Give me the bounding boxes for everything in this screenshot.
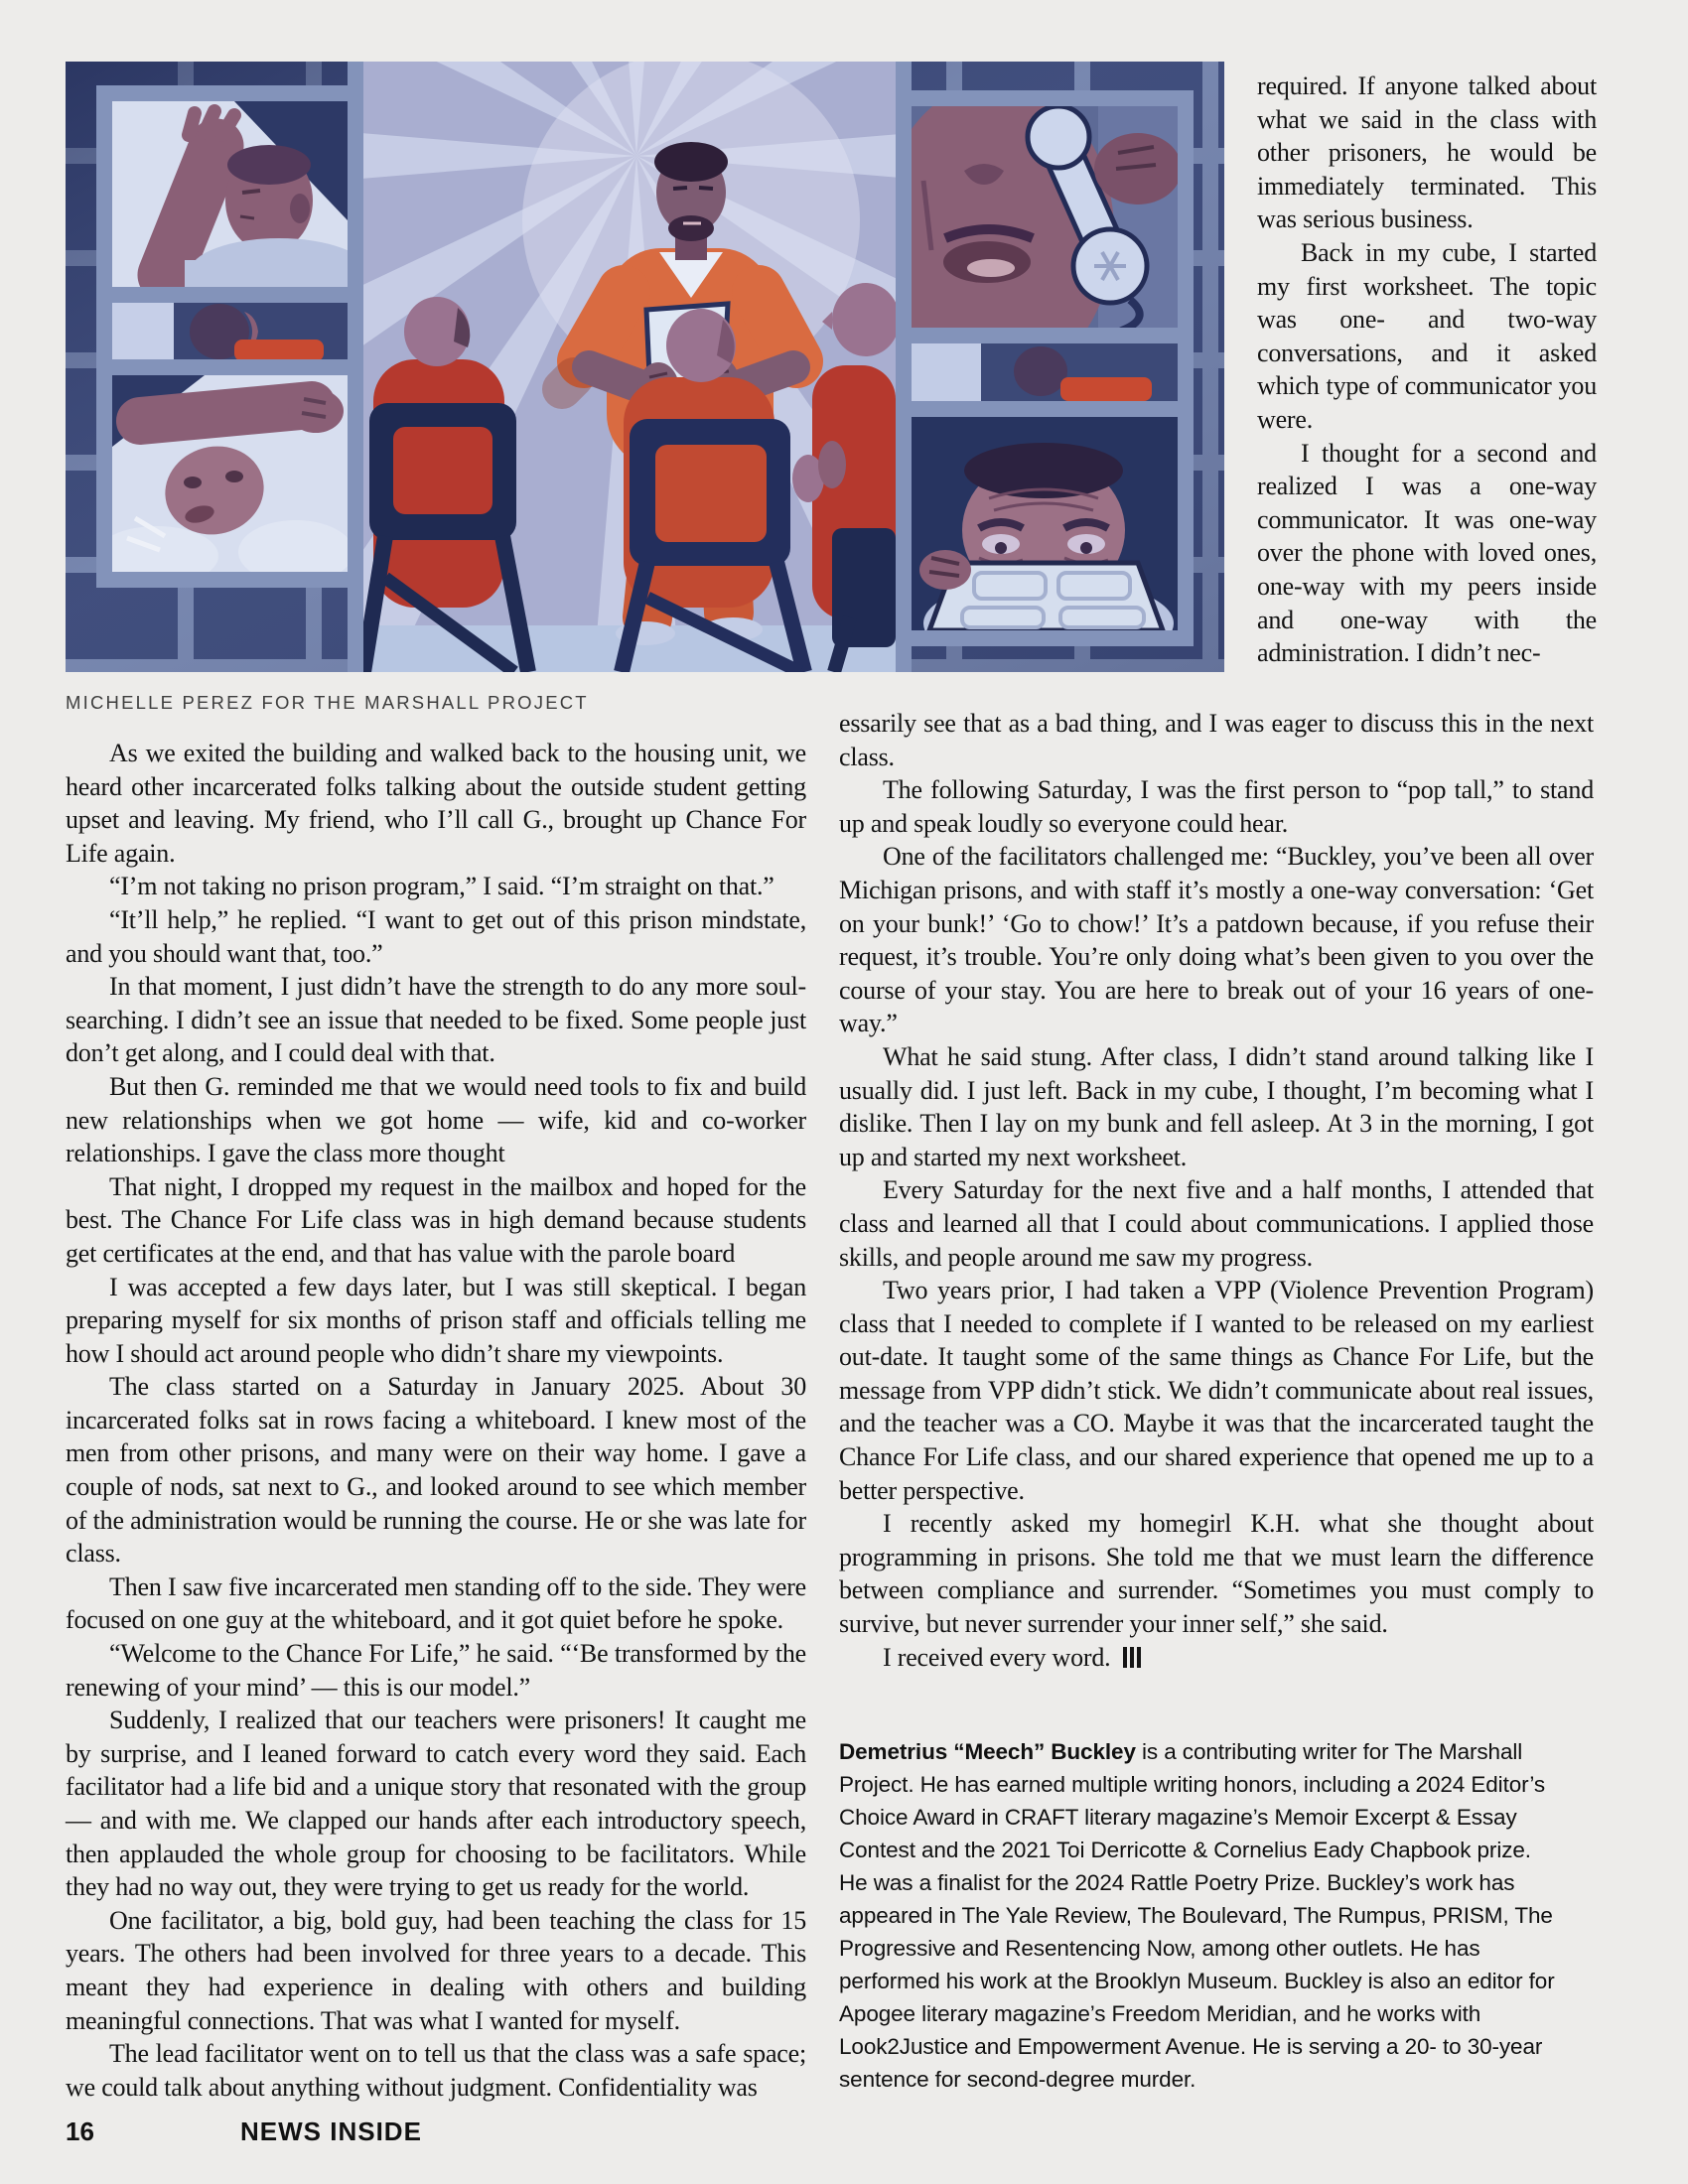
- paragraph: Two years prior, I had taken a VPP (Violence Prevention Program) class that I needed to complete if I wanted to be released on my earliest out-date. It taught some of the same things as Chance For Life, but the message from VPP didn’t stick. We didn’t communicate about real issues, and the teacher was a CO. Maybe it was that the incarcerated taught the Chance For Life class, and our shared experience that opened me up to a better perspective.: [839, 1276, 1594, 1505]
- paragraph: As we exited the building and walked back to the housing unit, we heard other incarcerated folks talking about the outside student getting upset and leaving. My friend, who I’ll call G., brought up Chance For Life again.: [66, 739, 806, 868]
- paragraph: What he said stung. After class, I didn’t stand around talking like I usually did. I just left. Back in my cube, I thought, I’m becoming what I dislike. Then I lay on my bunk and fell asleep. At 3 in the morning, I got up and started my next worksheet.: [839, 1041, 1594, 1171]
- paragraph: Then I saw five incarcerated men standing off to the side. They were focused on one guy at the whiteboard, and it got quiet before he spoke.: [66, 1571, 806, 1635]
- paragraph: The class started on a Saturday in January 2025. About 30 incarcerated folks sat in rows facing a whiteboard. I knew most of the men from other prisons, and many were on their way home. I gave a couple of nods, sat next to G., and looked around to see which member of the administration would be running the course. He or she was late for class.: [66, 1372, 806, 1569]
- column-left: [66, 737, 806, 2104]
- panel-stressed-man: [95, 375, 353, 586]
- panel-cell-glimpse-right: [912, 343, 1178, 401]
- paragraph: One facilitator, a big, bold guy, had been teaching the class for 15 years. The others had been involved for three years to a decade. This meant they had experience in dealing with others and building meaningful connections. That was what I wanted for myself.: [66, 1905, 806, 2035]
- panel-sleepless-man: [112, 101, 368, 306]
- paragraph: In that moment, I just didn’t have the strength to do any more soul-searching. I didn’t see an issue that needed to be fixed. Some people just don’t get along, and I could deal with that.: [66, 972, 806, 1068]
- paragraph: “I’m not taking no prison program,” I said. “I’m straight on that.”: [109, 872, 774, 901]
- paragraph: But then G. reminded me that we would need tools to fix and build new relationships when we got home — wife, kid and co-worker relationships. I gave the class more thought: [66, 1071, 806, 1168]
- paragraph: required. If anyone talked about what we said in the class with other prisoners, he would be immediately terminated. This was serious business.: [1257, 71, 1597, 234]
- panel-cell-glimpse: [112, 303, 348, 361]
- article-illustration: [66, 62, 1224, 672]
- paragraph: The following Saturday, I was the first person to “pop tall,” to stand up and speak loudly so everyone could hear.: [839, 775, 1594, 838]
- paragraph: [839, 1641, 1594, 1675]
- publication-name: NEWS INSIDE: [240, 2116, 422, 2146]
- paragraph: “Welcome to the Chance For Life,” he said. “‘Be transformed by the renewing of your mind’ — this is our model.”: [66, 1639, 806, 1702]
- column-top-right: [1257, 69, 1597, 670]
- contributor-bio: [839, 1735, 1558, 2096]
- column-right: [839, 707, 1594, 1674]
- illustration-svg: [66, 62, 1224, 672]
- paragraph: I recently asked my homegirl K.H. what she thought about programming in prisons. She told me that we must learn the difference between compliance and surrender. “Sometimes you must comply to survive, but never surrender your inner self,” she said.: [839, 1509, 1594, 1639]
- illustration-credit: MICHELLE PEREZ FOR THE MARSHALL PROJECT: [66, 692, 589, 713]
- paragraph: Back in my cube, I started my first worksheet. The topic was one- and two-way conversations, and it asked which type of communicator you were.: [1257, 237, 1597, 434]
- paragraph: essarily see that as a bad thing, and I was eager to discuss this in the next class.: [839, 709, 1594, 771]
- paragraph: That night, I dropped my request in the mailbox and hoped for the best. The Chance For Life class was in high demand because students get certificates at the end, and that has value with the parole board: [66, 1171, 806, 1268]
- end-mark-icon: [1110, 1643, 1141, 1672]
- contributor-name: Demetrius “Meech” Buckley: [839, 1739, 1136, 1764]
- paragraph: Every Saturday for the next five and a half months, I attended that class and learned all that I could about communications. I applied those skills, and people around me saw my progress.: [839, 1175, 1594, 1272]
- paragraph: The lead facilitator went on to tell us that the class was a safe space; we could talk about anything without judgment. Confidentiality was: [66, 2039, 806, 2102]
- page-number: 16: [66, 2116, 94, 2146]
- paragraph: I was accepted a few days later, but I was still skeptical. I began preparing myself for six months of prison staff and officials telling me how I should act around people who didn’t share my viewpoints.: [66, 1272, 806, 1368]
- closing-line: I received every word.: [883, 1642, 1111, 1672]
- paragraph: “It’ll help,” he replied. “I want to get out of this prison mindstate, and you should want that, too.”: [66, 904, 806, 968]
- paragraph: One of the facilitators challenged me: “Buckley, you’ve been all over Michigan prisons, and with staff it’s mostly a one-way conversation: ‘Get on your bunk!’ ‘Go to chow!’ It’s a patdown because, if you refuse their request, it’s trouble. You’re only doing what’s been given to you over the course of your stay. You are here to break out of your 16 years of one-way.”: [839, 842, 1594, 1038]
- paragraph: I thought for a second and realized I was a one-way communicator. It was one-way over the phone with loved ones, one-way with my peers inside and one-way with the administration. I didn’t nec-: [1257, 438, 1597, 668]
- paragraph: Suddenly, I realized that our teachers were prisoners! It caught me by surprise, and I leaned forward to catch every word they said. Each facilitator had a life bid and a unique story that resonated with the group — and with me. We clapped our hands after each introductory speech, then applauded the whole group for choosing to be facilitators. While they had no way out, they were trying to get us ready for the world.: [66, 1706, 806, 1902]
- contributor-bio-text: is a contributing writer for The Marshall Project. He has earned multiple writing honors, including a 2024 Editor’s Choice Award in CRAFT literary magazine’s Memoir Excerpt & Essay Contest and the 2021 Toi Derricotte & Cornelius Eady Chapbook prize. He was a finalist for the 2024 Rattle Poetry Prize. Buckley’s work has appeared in The Yale Review, The Boulevard, The Rumpus, PRISM, The Progressive and Resentencing Now, among other outlets. He has performed his work at the Brooklyn Museum. Buckley is also an editor for Apogee literary magazine’s Freedom Meridian, and he works with Look2Justice and Empowerment Avenue. He is serving a 20- to 30-year sentence for second-degree murder.: [839, 1739, 1555, 2092]
